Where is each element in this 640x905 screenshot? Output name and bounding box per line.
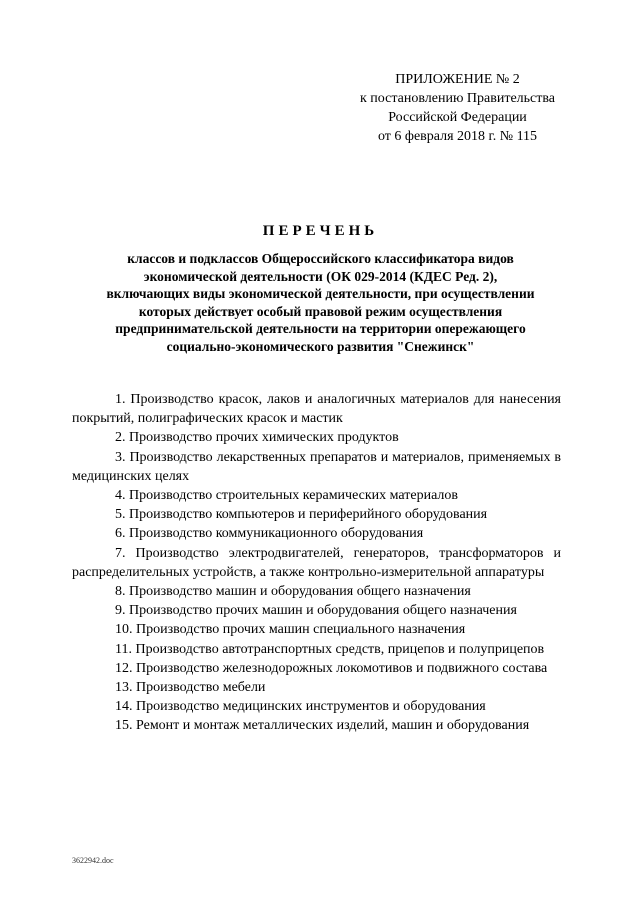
list-item: 12. Производство железнодорожных локомотивов и подвижного состава bbox=[115, 660, 548, 676]
list-item: 5. Производство компьютеров и периферийного оборудования bbox=[115, 507, 488, 523]
subtitle-line: которых действует особый правовой режим осуществления bbox=[138, 303, 503, 319]
appendix-date-number: от 6 февраля 2018 г. № 115 bbox=[377, 129, 538, 144]
list-item: 10. Производство прочих машин специального назначения bbox=[115, 622, 466, 638]
document-subtitle bbox=[70, 250, 571, 355]
list-item: 11. Производство автотранспортных средств, прицепов и полуприцепов bbox=[115, 641, 545, 657]
list-item: 7. Производство электродвигателей, генераторов, трансформаторов и распределительных устройств, а также контрольно-измерительной аппаратуры bbox=[72, 545, 561, 580]
appendix-number: ПРИЛОЖЕНИЕ № 2 bbox=[395, 72, 520, 87]
subtitle-line: включающих виды экономической деятельности, при осуществлении bbox=[106, 286, 535, 301]
list-item: 1. Производство красок, лаков и аналогичных материалов для нанесения покрытий, полиграфических красок и мастик bbox=[72, 392, 561, 427]
list-item: 6. Производство коммуникационного оборудования bbox=[115, 526, 424, 542]
list-item: 9. Производство прочих машин и оборудования общего назначения bbox=[115, 603, 517, 619]
activity-list bbox=[72, 390, 561, 736]
appendix-resolution-ref: к постановлению Правительства bbox=[359, 91, 556, 106]
subtitle-line: социально-экономического развития "Снежинск" bbox=[166, 338, 475, 354]
list-item: 4. Производство строительных керамических материалов bbox=[115, 488, 459, 504]
list-item: 3. Производство лекарственных препаратов и материалов, применяемых в медицинских целях bbox=[72, 449, 561, 484]
list-item: 15. Ремонт и монтаж металлических изделий, машин и оборудования bbox=[115, 718, 530, 734]
appendix-header bbox=[340, 70, 575, 146]
list-item: 2. Производство прочих химических продуктов bbox=[115, 430, 399, 446]
subtitle-line: классов и подклассов Общероссийского классификатора видов bbox=[127, 251, 514, 266]
list-item: 13. Производство мебели bbox=[115, 680, 266, 696]
file-name-footer: 3622942.doc bbox=[72, 856, 114, 865]
document-title: ПЕРЕЧЕНЬ bbox=[262, 223, 379, 239]
subtitle-line: экономической деятельности (ОК 029-2014 (КДЕС Ред. 2), bbox=[143, 268, 498, 284]
appendix-government: Российской Федерации bbox=[388, 110, 527, 125]
subtitle-line: предпринимательской деятельности на территории опережающего bbox=[115, 321, 526, 336]
list-item: 14. Производство медицинских инструментов и оборудования bbox=[115, 699, 486, 715]
list-item: 8. Производство машин и оборудования общего назначения bbox=[115, 584, 471, 600]
